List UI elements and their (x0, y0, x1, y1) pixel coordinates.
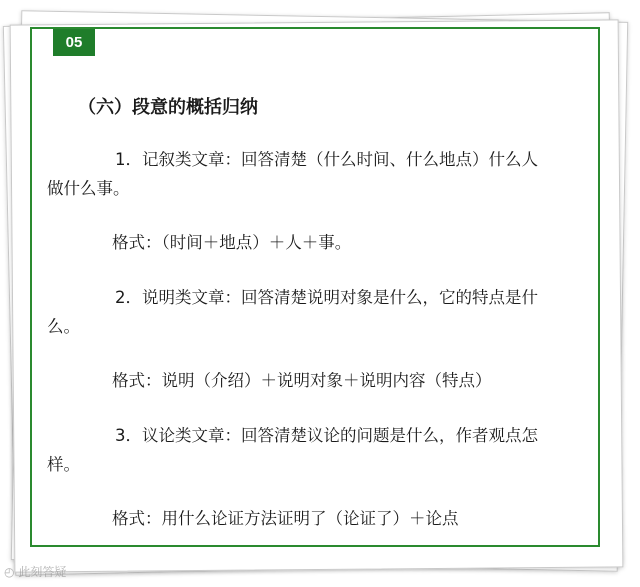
item3-format: 格式：用什么论证方法证明了（论证了）＋论点 (112, 509, 459, 528)
item1-format: 格式：（时间＋地点）＋人＋事。 (112, 233, 352, 252)
item1-line2: 做什么事。 (47, 179, 130, 198)
item3-line2: 样。 (47, 455, 80, 474)
section-number-badge: 05 (53, 29, 95, 56)
watermark-logo-icon: ◴ (4, 565, 15, 579)
item2-format: 格式：说明（介绍）＋说明对象＋说明内容（特点） (112, 371, 492, 390)
watermark-text: 此刻答疑 (18, 565, 67, 579)
section-heading: （六）段意的概括归纳 (78, 97, 258, 118)
item3-line1: 3．议论类文章：回答清楚议论的问题是什么，作者观点怎 (115, 426, 538, 445)
item2-line2: 么。 (47, 317, 80, 336)
item1-line1: 1．记叙类文章：回答清楚（什么时间、什么地点）什么人 (115, 150, 538, 169)
watermark (4, 563, 66, 580)
item2-line1: 2．说明类文章：回答清楚说明对象是什么，它的特点是什 (115, 288, 538, 307)
